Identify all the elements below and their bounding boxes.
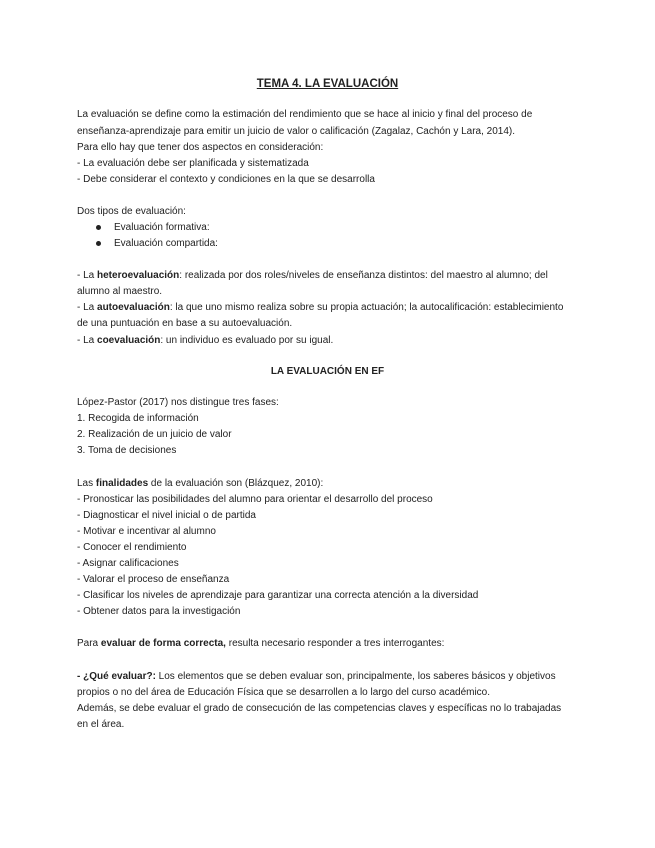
- bullet-icon: [96, 241, 101, 246]
- aim-item: - Valorar el proceso de enseñanza: [77, 574, 230, 585]
- types-item: Evaluación compartida:: [96, 236, 218, 252]
- aim-item: - Pronosticar las posibilidades del alumno para orientar el desarrollo del proceso: [77, 494, 433, 505]
- intro-line-3: Para ello hay que tener dos aspectos en consideración:: [77, 142, 324, 153]
- bullet-icon: [96, 225, 101, 230]
- hetero-line: - La heteroevaluación: realizada por dos roles/niveles de enseñanza distintos: del maestro al alumno; del: [77, 270, 548, 281]
- aim-item: - Asignar calificaciones: [77, 558, 179, 569]
- types-heading: Dos tipos de evaluación:: [77, 206, 186, 217]
- co-line: - La coevaluación: un individuo es evaluado por su igual.: [77, 335, 334, 346]
- aims-heading: Las finalidades de la evaluación son (Blázquez, 2010):: [77, 478, 324, 489]
- what-line-2: propios o no del área de Educación Física que se desarrollen a lo largo del curso académico.: [77, 687, 491, 698]
- what-line: - ¿Qué evaluar?: Los elementos que se deben evaluar son, principalmente, los saberes básicos y objetivos: [77, 671, 556, 682]
- what-line-4: en el área.: [77, 719, 125, 730]
- intro-line-4: - La evaluación debe ser planificada y sistematizada: [77, 158, 309, 169]
- page-title: TEMA 4. LA EVALUACIÓN: [256, 78, 399, 90]
- correct-line: Para evaluar de forma correcta, resulta necesario responder a tres interrogantes:: [77, 638, 445, 649]
- types-item: Evaluación formativa:: [96, 220, 210, 236]
- phase-item: 2. Realización de un juicio de valor: [77, 429, 232, 440]
- hetero-line-cont: alumno al maestro.: [77, 286, 163, 297]
- intro-line-2: enseñanza-aprendizaje para emitir un juicio de valor o calificación (Zagalaz, Cachón y Lara, 2014).: [77, 126, 516, 137]
- section-subtitle: LA EVALUACIÓN EN EF: [270, 366, 385, 377]
- phase-item: 3. Toma de decisiones: [77, 445, 177, 456]
- aim-item: - Conocer el rendimiento: [77, 542, 187, 553]
- intro-line-1: La evaluación se define como la estimación del rendimiento que se hace al inicio y final del proceso de: [77, 109, 533, 120]
- auto-line: - La autoevaluación: la que uno mismo realiza sobre su propia actuación; la autocalificación: establecimiento: [77, 302, 564, 313]
- aim-item: - Clasificar los niveles de aprendizaje para garantizar una correcta atención a la diversidad: [77, 590, 479, 601]
- phase-item: 1. Recogida de información: [77, 413, 199, 424]
- auto-line-cont: de una puntuación en base a su autoevaluación.: [77, 318, 293, 329]
- aim-item: - Diagnosticar el nivel inicial o de partida: [77, 510, 256, 521]
- aim-item: - Obtener datos para la investigación: [77, 606, 241, 617]
- what-line-3: Además, se debe evaluar el grado de consecución de las competencias claves y específicas no lo trabajadas: [77, 703, 562, 714]
- aim-item: - Motivar e incentivar al alumno: [77, 526, 216, 537]
- intro-line-5: - Debe considerar el contexto y condiciones en la que se desarrolla: [77, 174, 375, 185]
- phases-heading: López-Pastor (2017) nos distingue tres fases:: [77, 397, 279, 408]
